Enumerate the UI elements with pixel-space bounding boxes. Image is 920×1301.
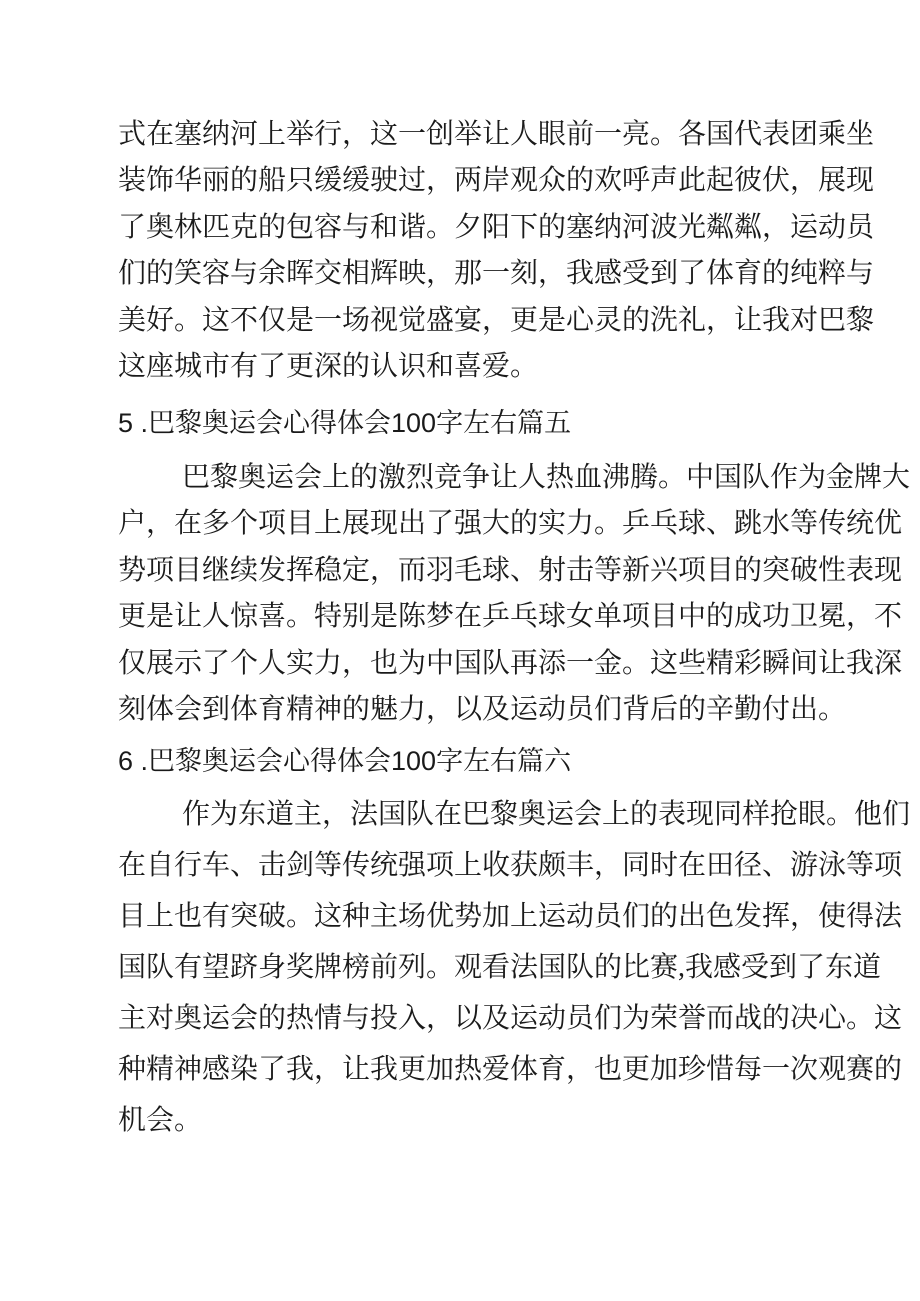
text-line: 国队有望跻身奖牌榜前列。观看法国队的比赛,我感受到了东道 xyxy=(118,952,882,983)
text-line: 巴黎奥运会上的激烈竞争让人热血沸腾。中国队作为金牌大 xyxy=(182,462,911,493)
text-line: 户，在多个项目上展现出了强大的实力。乒乓球、跳水等传统优 xyxy=(118,508,903,539)
text-line: 们的笑容与余晖交相辉映，那一刻，我感受到了体育的纯粹与 xyxy=(118,258,875,289)
text-line: 仅展示了个人实力，也为中国队再添一金。这些精彩瞬间让我深 xyxy=(118,648,903,679)
text-line: 在自行车、击剑等传统强项上收获颇丰，同时在田径、游泳等项 xyxy=(118,850,903,881)
text-line: 装饰华丽的船只缓缓驶过，两岸观众的欢呼声此起彼伏，展现 xyxy=(118,165,875,196)
section-heading-6: 6 .巴黎奥运会心得体会100字左右篇六 xyxy=(118,746,572,776)
text-line: 了奥林匹克的包容与和谐。夕阳下的塞纳河波光粼粼，运动员 xyxy=(118,212,875,243)
text-line: 作为东道主，法国队在巴黎奥运会上的表现同样抢眼。他们 xyxy=(182,799,911,830)
text-line: 机会。 xyxy=(118,1105,203,1136)
text-line: 种精神感染了我，让我更加热爱体育，也更加珍惜每一次观赛的 xyxy=(118,1054,903,1085)
text-line: 刻体会到体育精神的魅力，以及运动员们背后的辛勤付出。 xyxy=(118,694,847,725)
text-line: 主对奥运会的热情与投入，以及运动员们为荣誉而战的决心。这 xyxy=(118,1003,903,1034)
text-line: 势项目继续发挥稳定，而羽毛球、射击等新兴项目的突破性表现 xyxy=(118,555,903,586)
text-line: 美好。这不仅是一场视觉盛宴，更是心灵的洗礼，让我对巴黎 xyxy=(118,305,875,336)
text-line: 目上也有突破。这种主场优势加上运动员们的出色发挥，使得法 xyxy=(118,901,903,932)
text-line: 式在塞纳河上举行，这一创举让人眼前一亮。各国代表团乘坐 xyxy=(118,119,875,150)
text-line: 这座城市有了更深的认识和喜爱。 xyxy=(118,351,539,382)
text-line: 更是让人惊喜。特别是陈梦在乒乓球女单项目中的成功卫冕，不 xyxy=(118,601,903,632)
section-heading-5: 5 .巴黎奥运会心得体会100字左右篇五 xyxy=(118,408,572,438)
